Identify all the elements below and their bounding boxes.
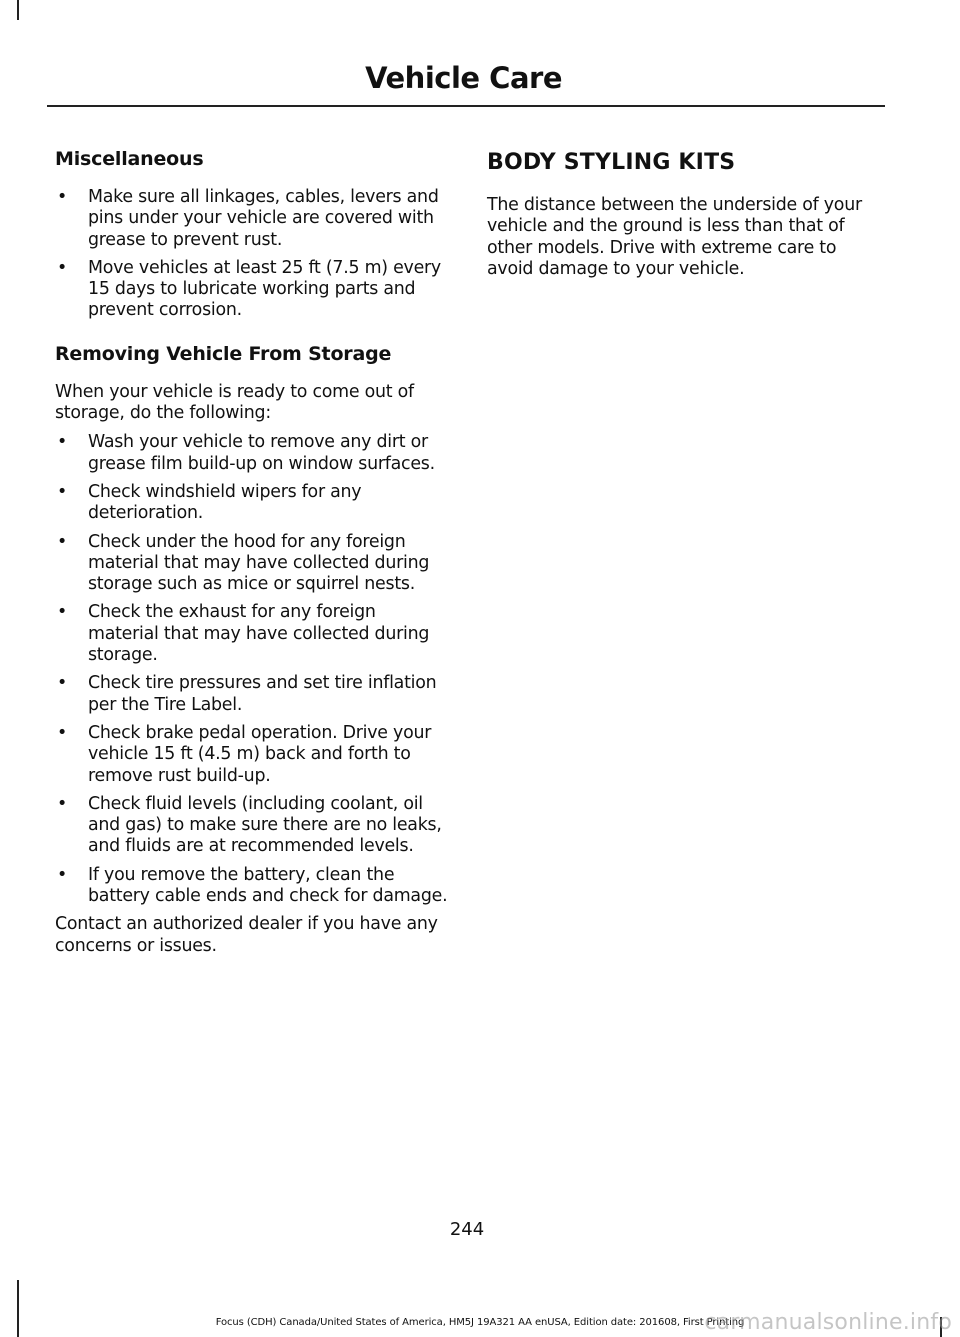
left-column: [55, 145, 450, 965]
list-item: • Wash your vehicle to remove any dirt or grease film build-up on window surfaces.: [57, 432, 435, 474]
bullet-icon: •: [57, 257, 68, 278]
section-heading-body-styling-kits: BODY STYLING KITS: [487, 150, 736, 175]
section-heading-miscellaneous: Miscellaneous: [55, 148, 204, 170]
crop-mark-top-left: [17, 0, 19, 20]
header-divider: [47, 105, 885, 107]
list-item: • Check windshield wipers for any deterioration.: [57, 481, 362, 524]
bullet-icon: •: [57, 722, 68, 743]
misc-bullet-list: [55, 187, 450, 322]
list-item: • Check under the hood for any foreign material that may have collected during storage such as mice or squirrel nests.: [57, 531, 430, 595]
bullet-icon: •: [57, 531, 68, 552]
list-item: • Check fluid levels (including coolant, oil and gas) to make sure there are no leaks, and fluids are at recommended levels.: [57, 793, 442, 857]
list-item: • Check the exhaust for any foreign material that may have collected during storage.: [57, 602, 430, 666]
storage-intro: When your vehicle is ready to come out of storage, do the following:: [55, 381, 414, 424]
page-title: Vehicle Care: [365, 61, 562, 95]
storage-bullet-list: [55, 432, 450, 907]
bullet-icon: •: [57, 602, 68, 623]
list-item: • Check brake pedal operation. Drive your vehicle 15 ft (4.5 m) back and forth to remove rust build-up.: [57, 722, 432, 786]
bullet-icon: •: [57, 864, 68, 885]
closing-paragraph: Contact an authorized dealer if you have any concerns or issues.: [55, 914, 438, 956]
right-column: [487, 145, 882, 288]
list-item: • Make sure all linkages, cables, levers and pins under your vehicle are covered with grease to prevent rust.: [57, 187, 439, 250]
list-item: • Move vehicles at least 25 ft (7.5 m) every 15 days to lubricate working parts and prevent corrosion.: [57, 257, 441, 321]
page-number: 244: [449, 1219, 485, 1240]
list-item: • Check tire pressures and set tire inflation per the Tire Label.: [57, 673, 437, 715]
watermark-text: carmanualsonline.info: [704, 1310, 952, 1335]
body-styling-paragraph: The distance between the underside of your vehicle and the ground is less than that of other models. Drive with extreme care to avoid damage to your vehicle.: [487, 195, 862, 279]
list-item: • If you remove the battery, clean the battery cable ends and check for damage.: [57, 864, 448, 907]
section-heading-removing-storage: Removing Vehicle From Storage: [55, 342, 392, 365]
bullet-icon: •: [57, 432, 68, 453]
bullet-icon: •: [57, 187, 68, 207]
edition-footer: Focus (CDH) Canada/United States of America, HM5J 19A321 AA enUSA, Edition date: 201608, First Printing: [215, 1317, 745, 1328]
bullet-icon: •: [57, 481, 68, 502]
bullet-icon: •: [57, 793, 68, 814]
bullet-icon: •: [57, 673, 68, 694]
